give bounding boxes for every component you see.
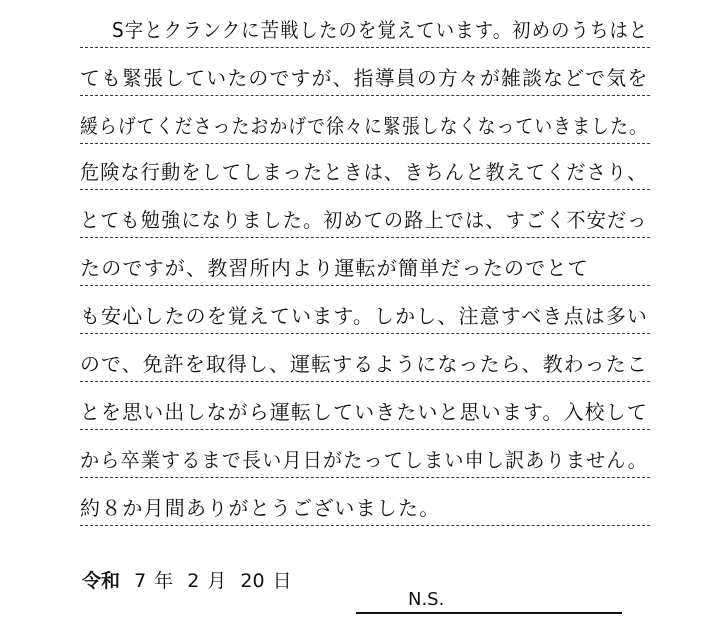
letter-line-text: 危険な行動をしてしまったときは、きちんと教えてくださり、 <box>80 160 648 184</box>
date-day: 20 <box>240 570 265 592</box>
date-month: 2 <box>187 570 200 592</box>
letter-line-text: とを思い出しながら運転していきたいと思います。入校して <box>80 400 648 424</box>
letter-line-text: ので、免許を取得し、運転するようになったら、教わったこ <box>80 352 648 376</box>
letter-line-text: ても緊張していたのですが、指導員の方々が雑談などで気を <box>80 66 649 90</box>
letter-line-text: S字とクランクに苦戦したのを覚えています。初めのうちはと <box>112 18 649 42</box>
letter-line <box>80 56 650 96</box>
date-year-unit: 年 <box>154 570 174 592</box>
letter-line <box>80 104 650 144</box>
letter-line <box>80 438 650 478</box>
letter-line-text: たのですが、教習所内より運転が簡単だったのでとて <box>80 256 589 280</box>
date-era: 令和 <box>82 570 121 592</box>
letter-line <box>80 390 650 430</box>
letter-line <box>80 246 650 286</box>
letter-line-text: とても勉強になりました。初めての路上では、すごく不安だっ <box>80 208 648 232</box>
letter-line <box>80 294 650 334</box>
letter-line <box>80 198 650 238</box>
signature-line <box>356 580 622 614</box>
letter-line <box>80 342 650 382</box>
letter-line <box>80 486 650 526</box>
letter-date <box>82 566 300 593</box>
date-month-unit: 月 <box>207 570 227 592</box>
letter-line-text: から卒業するまで長い月日がたってしまい申し訳ありません。 <box>80 448 649 472</box>
letter-line <box>80 8 650 48</box>
letter-line-text: 約８か月間ありがとうございました。 <box>80 496 441 520</box>
date-year: 7 <box>134 570 147 592</box>
date-day-unit: 日 <box>272 570 292 592</box>
letter-line-text: 緩らげてくださったおかげで徐々に緊張しなくなっていきました。 <box>80 114 648 138</box>
signature-initials: N.S. <box>408 589 445 610</box>
letter-line-text: も安心したのを覚えています。しかし、注意すべき点は多い <box>80 304 649 328</box>
letter-line <box>80 150 650 190</box>
